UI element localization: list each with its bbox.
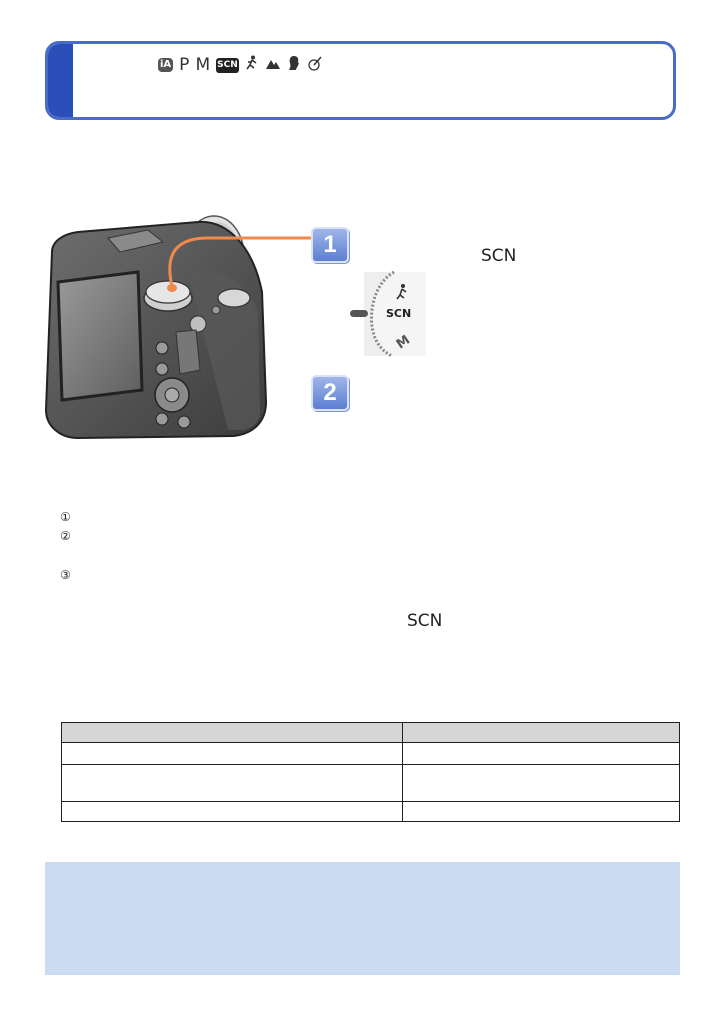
- table-header-cell: [62, 723, 403, 743]
- list-marker-1: ①: [60, 510, 71, 524]
- step-1-badge: 1: [311, 227, 349, 263]
- table-cell: [403, 802, 680, 822]
- table-row: [62, 743, 680, 765]
- step-2-badge: 2: [311, 375, 349, 411]
- table-header-cell: [403, 723, 680, 743]
- dial-m-label: M: [393, 332, 414, 353]
- applicable-modes: [158, 56, 323, 74]
- table-cell: [403, 765, 680, 802]
- table-row: [62, 802, 680, 822]
- sports-mode-icon: [245, 55, 259, 75]
- table-cell: [62, 765, 403, 802]
- manual-mode-icon: M: [195, 55, 211, 75]
- intelligent-auto-icon: iA: [160, 59, 172, 70]
- body-scn-label: SCN: [407, 611, 443, 631]
- scenery-mode-icon: [265, 56, 281, 74]
- list-marker-3: ③: [60, 568, 71, 582]
- step-1-scn-label: SCN: [481, 246, 517, 266]
- table-cell: [62, 802, 403, 822]
- creative-control-icon: [307, 55, 323, 75]
- list-marker-2: ②: [60, 529, 71, 543]
- camera-illustration: [38, 212, 350, 444]
- settings-table: [61, 722, 680, 822]
- note-box: [45, 862, 680, 975]
- table-cell: [403, 743, 680, 765]
- portrait-mode-icon: [287, 55, 301, 75]
- page-header: [45, 41, 676, 120]
- scene-mode-icon: SCN: [216, 58, 239, 73]
- table-header-row: [62, 723, 680, 743]
- table-row: [62, 765, 680, 802]
- table-cell: [62, 743, 403, 765]
- program-mode-icon: P: [179, 55, 190, 75]
- header-accent-bar: [48, 44, 73, 117]
- dial-scn-label: SCN: [386, 307, 412, 320]
